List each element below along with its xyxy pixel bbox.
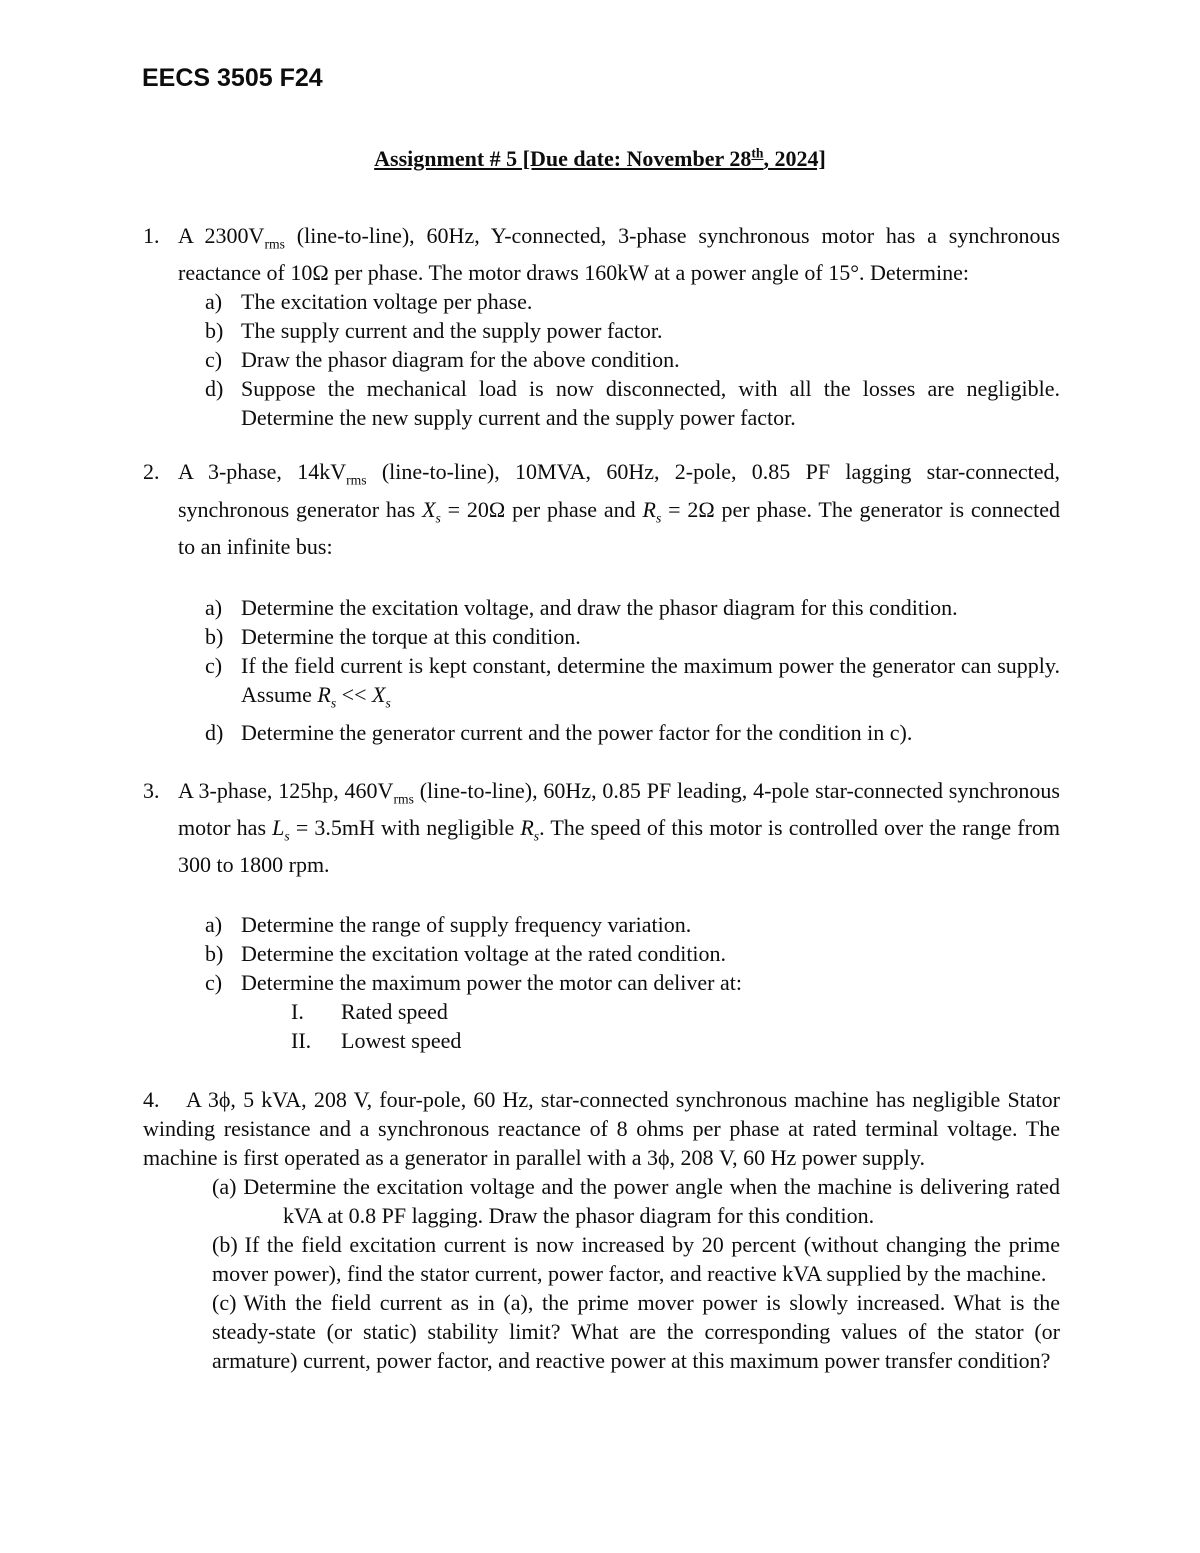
list-item-text: Determine the maximum power the motor can deliver at: <box>241 970 742 996</box>
list-item <box>205 968 1060 997</box>
question-3-intro: A 3-phase, 125hp, $460V_{rms}$ (line-to-line), 60Hz, 0.85 PF leading, 4-pole star-connected synchronous motor has $L_s = 3.5mH$ with negligible $R_s$. The speed of this motor is controlled over the range from 300 to 1800 rpm. <box>178 777 1061 878</box>
question-2-intro-row <box>143 457 1060 561</box>
assignment-title <box>0 139 1200 173</box>
question-1-intro-row <box>143 221 1060 287</box>
question-2-number: 2. <box>143 459 160 485</box>
question-4 <box>143 1085 1060 1375</box>
list-item-marker: a) <box>205 595 223 621</box>
list-item-text: The excitation voltage per phase. <box>241 289 533 315</box>
list-item-marker: a) <box>205 912 223 938</box>
list-item <box>205 651 1060 717</box>
list-item <box>205 718 1060 747</box>
question-1 <box>143 221 1060 432</box>
roman-item-marker: II. <box>291 1028 312 1054</box>
list-item-marker: d) <box>205 376 224 402</box>
list-item-text: Suppose the mechanical load is now disconnected, with all the losses are negligible. Determine the new supply current and the supply power factor. <box>241 376 1060 431</box>
list-item-text: If the field current is kept constant, determine the maximum power the generator can supply. Assume $R_s << X_s$ <box>241 653 1060 711</box>
title-superscript: th <box>751 146 764 161</box>
list-item-marker: b) <box>205 624 224 650</box>
question-4-intro <box>143 1085 1060 1172</box>
question-1-number: 1. <box>143 223 160 248</box>
question-4-number: 4. <box>143 1087 160 1113</box>
question-1-intro: A $2300V_{rms}$ (line-to-line), 60Hz, Y-connected, 3-phase synchronous motor has a synchronous reactance of 10Ω per phase. The motor draws 160kW at a power angle of 15°. Determine: <box>178 223 1060 286</box>
list-item <box>212 1230 1060 1288</box>
question-3-items <box>205 910 1060 1055</box>
list-item-text: Determine the range of supply frequency variation. <box>241 912 692 938</box>
title-prefix: Assignment # 5 [Due date: November 28 <box>374 146 752 172</box>
list-item-marker: (c) <box>212 1290 237 1316</box>
list-item-text: Determine the excitation voltage and the power angle when the machine is delivering rated kVA at 0.8 PF lagging. Draw the phasor diagram for this condition. <box>243 1174 1060 1229</box>
list-item <box>205 345 1060 374</box>
list-item-marker: c) <box>205 347 223 373</box>
list-item-text: The supply current and the supply power factor. <box>241 318 663 344</box>
roman-item-text: Rated speed <box>341 999 448 1025</box>
course-code: EECS 3505 F24 <box>142 64 323 92</box>
assignment-title-text <box>374 146 826 171</box>
list-item <box>212 1288 1060 1375</box>
question-3 <box>143 776 1060 1056</box>
list-item-text: If the field excitation current is now increased by 20 percent (without changing the prime mover power), find the stator current, power factor, and reactive kVA supplied by the machine. <box>212 1232 1060 1287</box>
list-item <box>212 1172 1060 1230</box>
question-4-intro-text: A 3ϕ, 5 kVA, 208 V, four-pole, 60 Hz, star-connected synchronous machine has negligible Stator winding resistance and a synchronous reactance of 8 ohms per phase at rated terminal voltage. The machine is first operated as a generator in parallel with a 3ϕ, 208 V, 60 Hz power supply. <box>143 1087 1060 1171</box>
list-item-text: Determine the excitation voltage at the rated condition. <box>241 941 727 967</box>
question-2 <box>143 457 1060 746</box>
list-item-text: Draw the phasor diagram for the above condition. <box>241 347 680 373</box>
roman-item-marker: I. <box>291 999 304 1025</box>
list-item-text: Determine the excitation voltage, and draw the phasor diagram for this condition. <box>241 595 958 621</box>
list-item-marker: d) <box>205 719 224 745</box>
list-item-text: Determine the generator current and the power factor for the condition in c). <box>241 719 913 745</box>
question-2-items <box>205 593 1060 746</box>
question-1-items <box>205 287 1060 432</box>
list-item-marker: b) <box>205 941 224 967</box>
assignment-body <box>143 221 1060 1375</box>
list-item <box>205 622 1060 651</box>
question-3-intro-row <box>143 776 1060 880</box>
list-item-text: With the field current as in (a), the prime mover power is slowly increased. What is the steady-state (or static) stability limit? What are the corresponding values of the stator (or armature) current, power factor, and reactive power at this maximum power transfer condition? <box>212 1290 1060 1374</box>
list-item-marker: (b) <box>212 1232 238 1258</box>
list-item-marker: (a) <box>212 1174 237 1200</box>
list-item <box>205 374 1060 432</box>
question-2-intro: A 3-phase, $14kV_{rms}$ (line-to-line), 10MVA, 60Hz, 2-pole, 0.85 PF lagging star-connected, synchronous generator has $X_s = 20\Omega$ per phase and $R_s = 2\Omega$ per phase. The generator is connected to an infinite bus: <box>178 459 1061 560</box>
list-item-marker: a) <box>205 289 223 315</box>
list-item-marker: c) <box>205 653 223 679</box>
roman-list-item <box>291 997 1060 1026</box>
title-suffix: , 2024] <box>763 146 826 172</box>
question-4-items <box>212 1172 1060 1375</box>
list-item-marker: b) <box>205 318 224 344</box>
list-item <box>205 593 1060 622</box>
list-item <box>205 939 1060 968</box>
roman-list-item <box>291 1026 1060 1055</box>
roman-item-text: Lowest speed <box>341 1028 462 1054</box>
list-item <box>205 910 1060 939</box>
question-3-number: 3. <box>143 777 160 803</box>
list-item-marker: c) <box>205 970 223 996</box>
list-item <box>205 287 1060 316</box>
list-item-text: Determine the torque at this condition. <box>241 624 581 650</box>
list-item <box>205 316 1060 345</box>
